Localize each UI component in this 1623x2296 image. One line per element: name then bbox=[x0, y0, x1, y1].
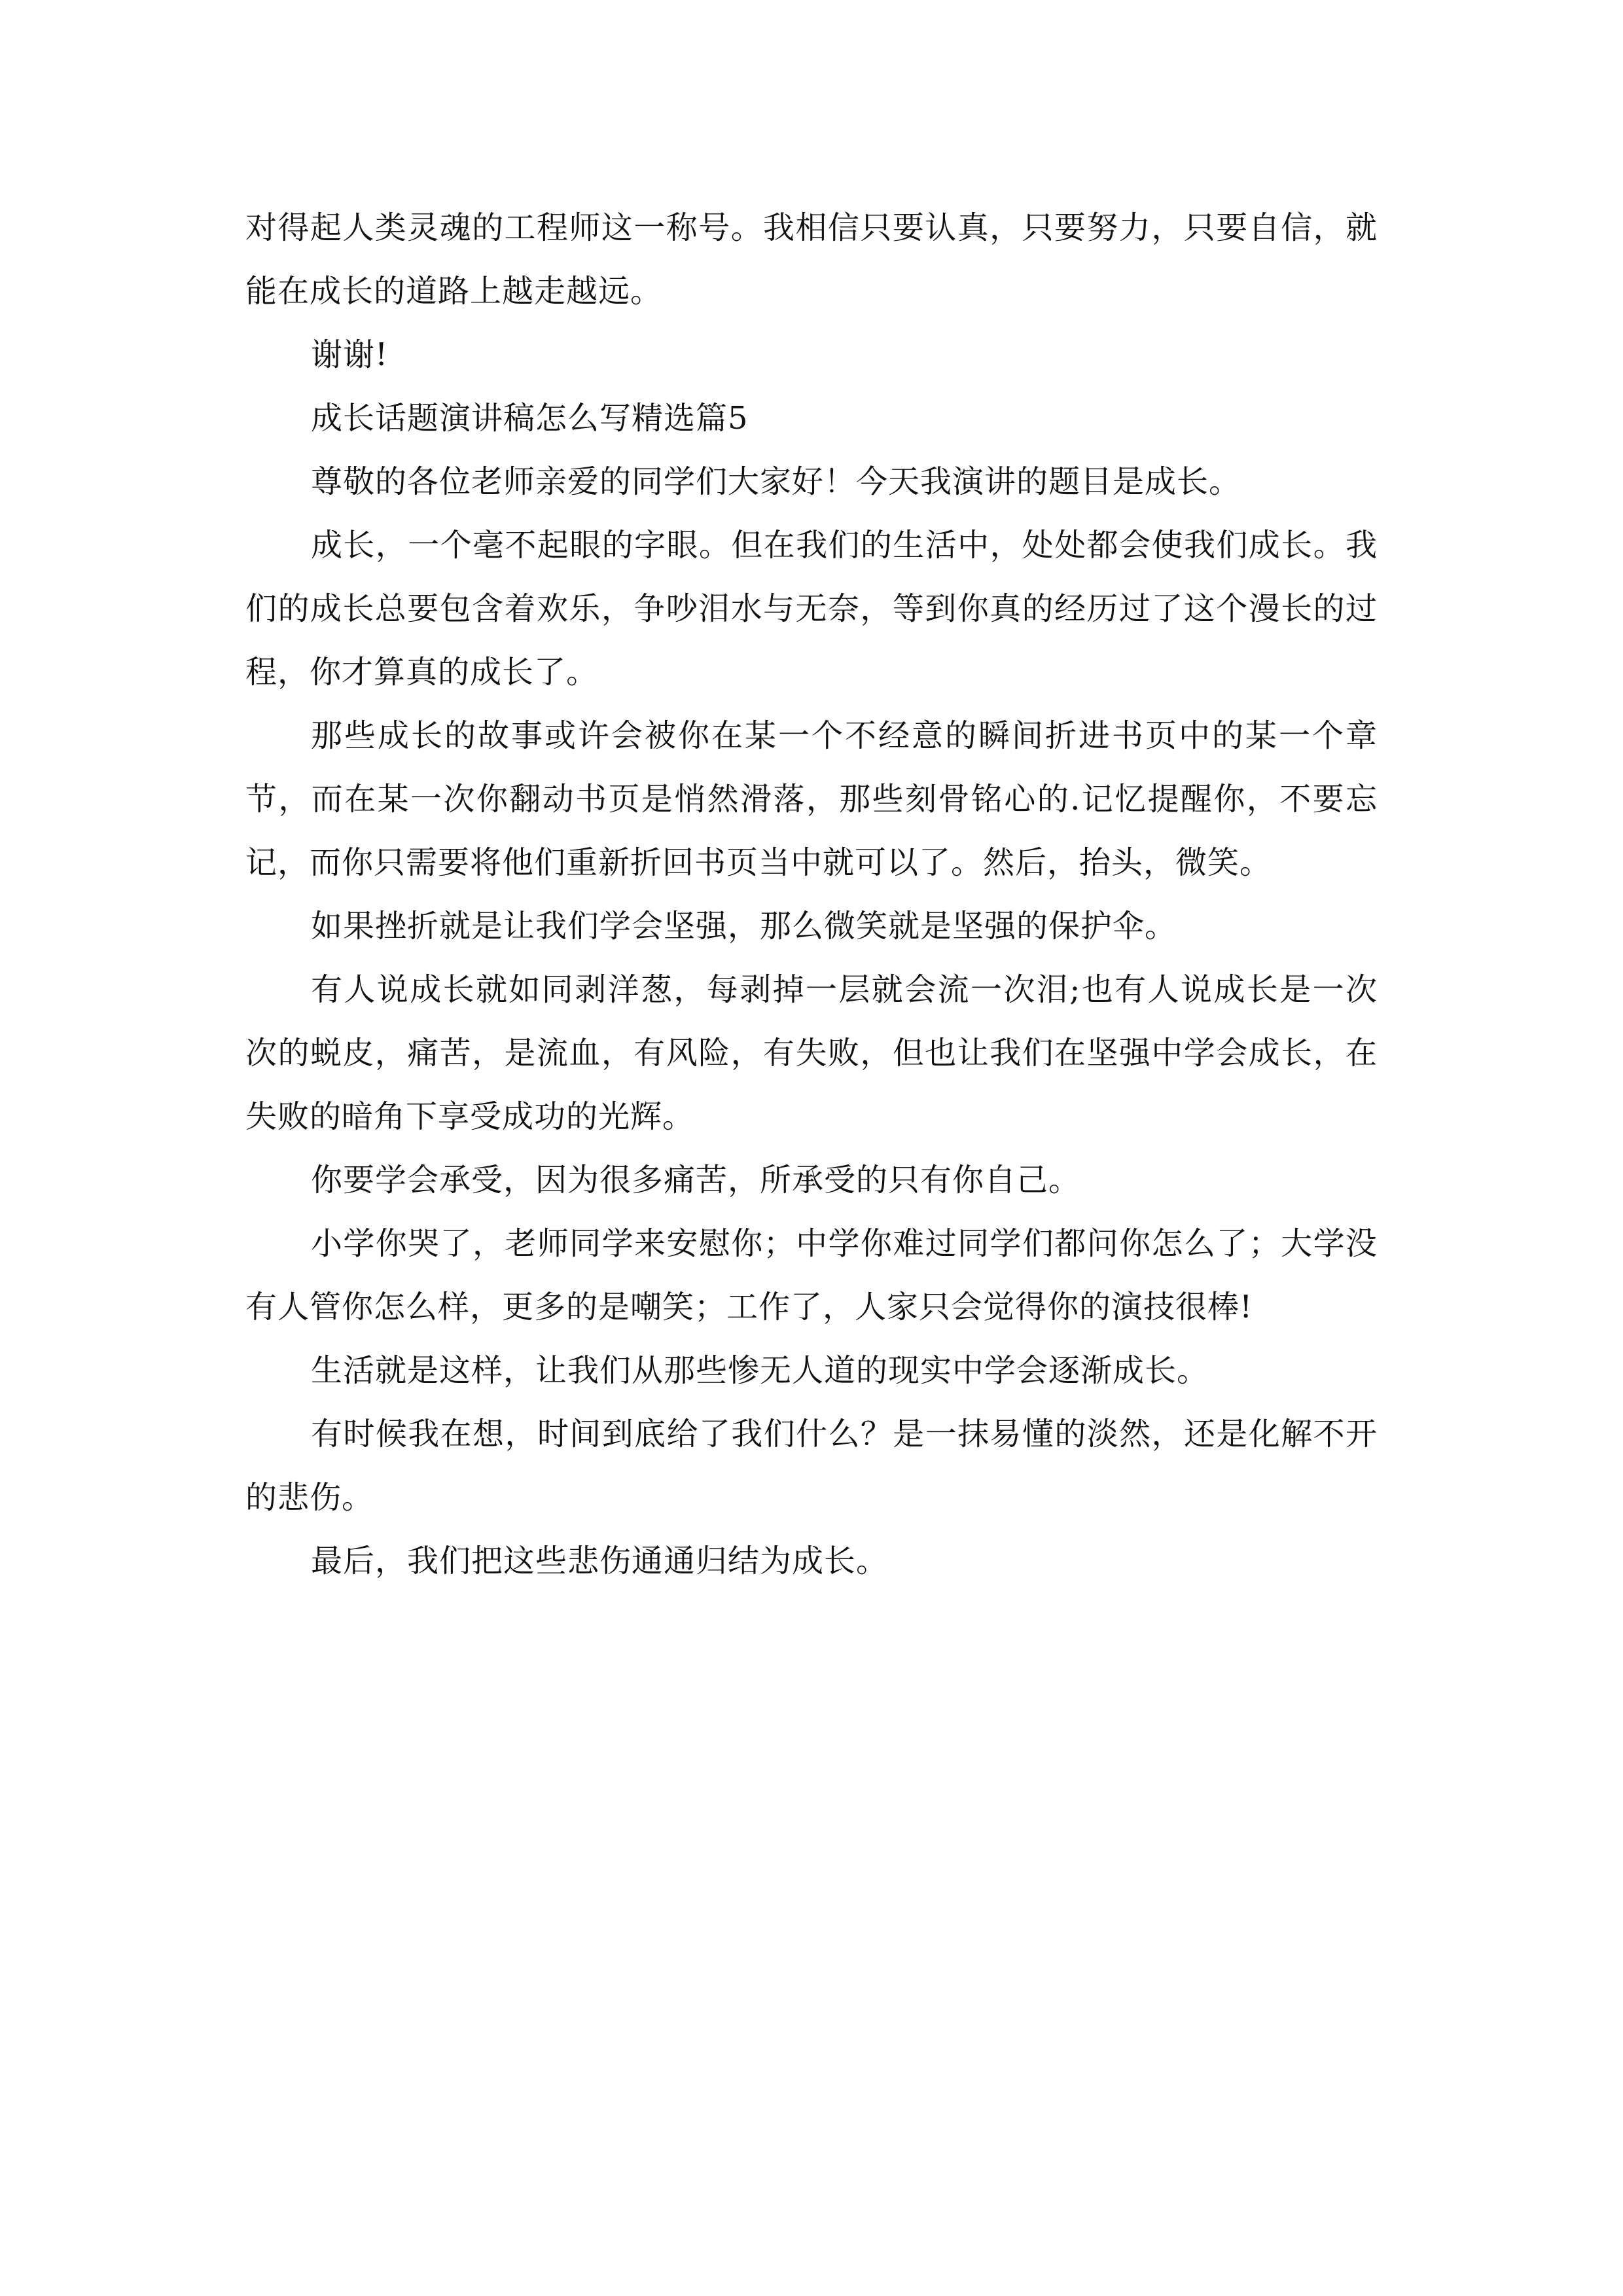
paragraph-conclusion: 最后，我们把这些悲伤通通归结为成长。 bbox=[311, 1543, 889, 1579]
paragraph-time: 有时候我在想，时间到底给了我们什么？是一抹易懂的淡然，还是化解不开的悲伤。 bbox=[245, 1416, 1378, 1516]
paragraph-growth-intro: 成长，一个毫不起眼的字眼。但在我们的生活中，处处都会使我们成长。我们的成长总要包含着欢乐，争吵泪水与无奈，等到你真的经历过了这个漫长的过程，你才算真的成长了。 bbox=[245, 527, 1378, 691]
paragraph-greeting: 尊敬的各位老师亲爱的同学们大家好！今天我演讲的题目是成长。 bbox=[311, 463, 1241, 500]
document-body bbox=[245, 196, 1378, 1593]
paragraph-growth-stories: 那些成长的故事或许会被你在某一个不经意的瞬间折进书页中的某一个章节，而在某一次你翻动书页是悄然滑落，那些刻骨铭心的.记忆提醒你，不要忘记，而你只需要将他们重新折回书页当中就可以了。然后，抬头，微笑。 bbox=[245, 717, 1378, 881]
paragraph-endure: 你要学会承受，因为很多痛苦，所承受的只有你自己。 bbox=[311, 1162, 1081, 1198]
paragraph-1: 对得起人类灵魂的工程师这一称号。我相信只要认真，只要努力，只要自信，就能在成长的道路上越走越远。 bbox=[245, 209, 1378, 310]
section-heading: 成长话题演讲稿怎么写精选篇5 bbox=[311, 400, 749, 437]
paragraph-thanks: 谢谢! bbox=[311, 336, 389, 373]
paragraph-setbacks: 如果挫折就是让我们学会坚强，那么微笑就是坚强的保护伞。 bbox=[311, 908, 1177, 944]
paragraph-school-stages: 小学你哭了，老师同学来安慰你；中学你难过同学们都问你怎么了；大学没有人管你怎么样，更多的是嘲笑；工作了，人家只会觉得你的演技很棒! bbox=[245, 1225, 1378, 1325]
paragraph-onion: 有人说成长就如同剥洋葱，每剥掉一层就会流一次泪;也有人说成长是一次次的蜕皮，痛苦，是流血，有风险，有失败，但也让我们在坚强中学会成长，在失败的暗角下享受成功的光辉。 bbox=[245, 971, 1378, 1135]
paragraph-life: 生活就是这样，让我们从那些惨无人道的现实中学会逐渐成长。 bbox=[311, 1352, 1209, 1389]
